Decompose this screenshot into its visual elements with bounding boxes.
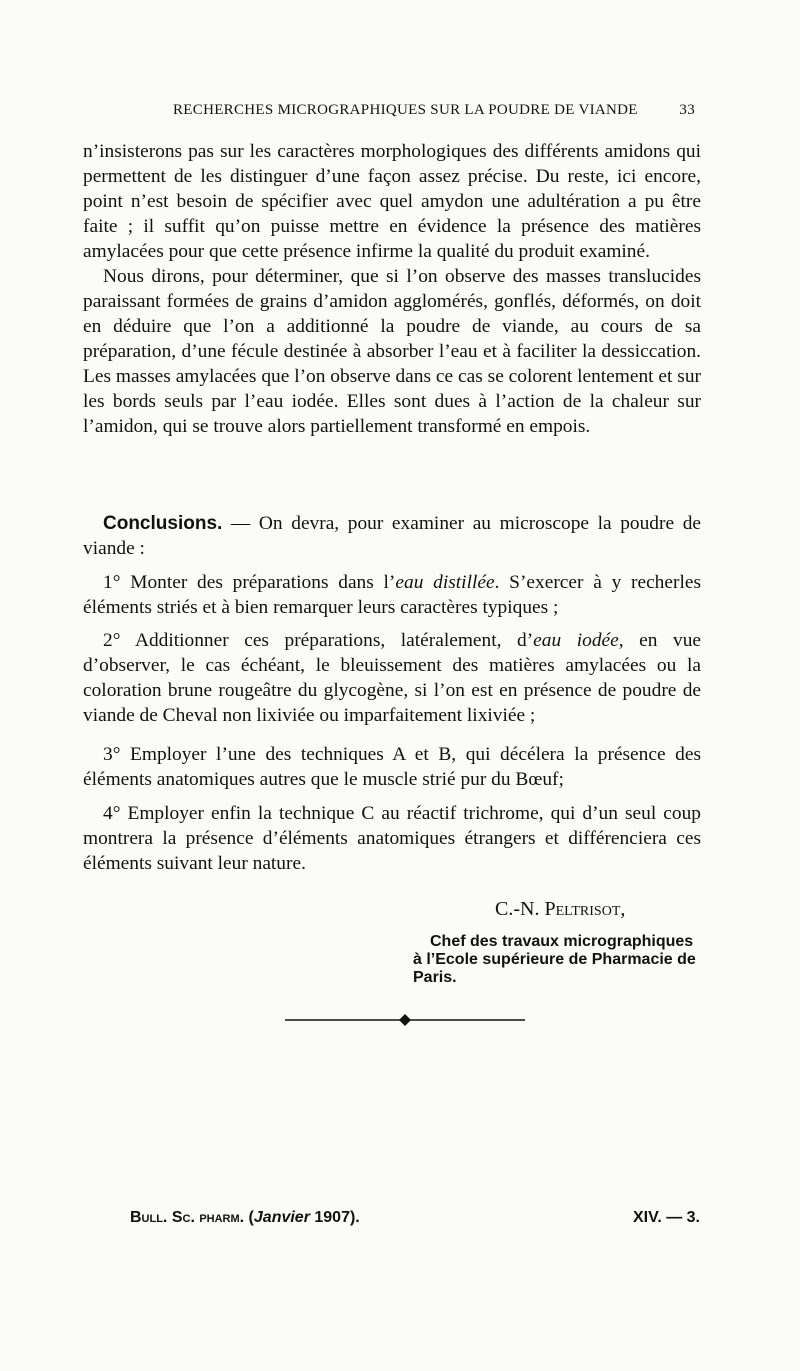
page-footer	[130, 1209, 700, 1233]
list-item	[83, 570, 701, 620]
running-header	[105, 102, 705, 126]
item-number: 3°	[103, 744, 121, 765]
list-item	[83, 742, 701, 792]
item-text: Employer l’une des techniques A et B, qui décélera la présence des éléments anatomiques autres que le muscle strié pur du Bœuf;	[83, 744, 701, 790]
page-number: 33	[679, 102, 695, 118]
item-number: 1°	[103, 572, 121, 593]
item-number: 4°	[103, 803, 121, 824]
item-number: 2°	[103, 630, 121, 651]
item-text: Additionner ces préparations, latéralement, d’	[120, 630, 534, 651]
paragraph-fecule: Nous dirons, pour déterminer, que si l’on observe des masses translucides paraissant formées de grains d’amidon agglomérés, gonflés, déformés, on doit en déduire que l’on a additionné la poudre de viande, au cours de sa préparation, d’une fécule destinée à absorber l’eau et à faciliter la dessiccation. Les masses amylacées que l’on observe dans ce cas se colorent lentement et sur les bords seuls par l’eau iodée. Elles sont dues à l’action de la chaleur sur l’amidon, qui se trouve alors partiellement transformé en empois.	[83, 266, 701, 437]
list-item	[83, 801, 701, 876]
item-text: Monter des préparations dans l’	[120, 572, 396, 593]
paragraph-continuation: n’insisterons pas sur les caractères morphologiques des différents amidons qui permettent de les distinguer d’une façon assez précise. Du reste, ici encore, point n’est besoin de spécifier avec quel amydon une adultération a pu être faite ; il suffit qu’on puisse mettre en évidence la présence des matières amylacées pour que cette présence infirme la qualité du produit examiné.	[83, 141, 701, 262]
author-role-line1: Chef des travaux micrographiques	[430, 933, 694, 950]
item-text-end: . S’exercer à y recherles éléments striés et à bien remarquer leurs caractères typiques ;	[83, 572, 701, 618]
author-role-line2: à l’Ecole supérieure de Pharmacie de Paris.	[413, 951, 696, 986]
conclusions-section	[83, 511, 701, 561]
author-signature: C.-N. Peltrisot,	[495, 898, 626, 920]
item-text-end: , en vue d’observer, le cas échéant, le bleuissement des matières amylacées ou la coloration brune rougeâtre du glycogène, si l’on est en présence de poudre de viande de Cheval non lixiviée ou imparfaitement lixiviée ;	[83, 630, 702, 726]
journal-month: Janvier	[253, 1209, 310, 1226]
item-emphasis: eau distillée	[395, 572, 495, 593]
section-end-ornament	[285, 1012, 525, 1028]
journal-name: Bull. Sc. pharm. (	[130, 1209, 254, 1226]
item-text: Employer enfin la technique C au réactif trichrome, qui d’un seul coup montrera la présence d’éléments anatomiques étrangers et différenciera ces éléments suivant leur nature.	[83, 803, 701, 874]
conclusions-intro: — On devra, pour examiner au microscope la poudre de viande :	[83, 513, 701, 559]
journal-citation	[130, 1209, 360, 1227]
running-title: RECHERCHES MICROGRAPHIQUES SUR LA POUDRE DE VIANDE	[173, 102, 638, 118]
body-paragraphs	[83, 139, 701, 439]
list-item	[83, 628, 701, 728]
item-emphasis: eau iodée	[533, 630, 619, 651]
volume-signature: XIV. — 3.	[633, 1209, 700, 1226]
conclusions-heading: Conclusions.	[103, 513, 223, 534]
journal-year: 1907).	[309, 1209, 360, 1226]
